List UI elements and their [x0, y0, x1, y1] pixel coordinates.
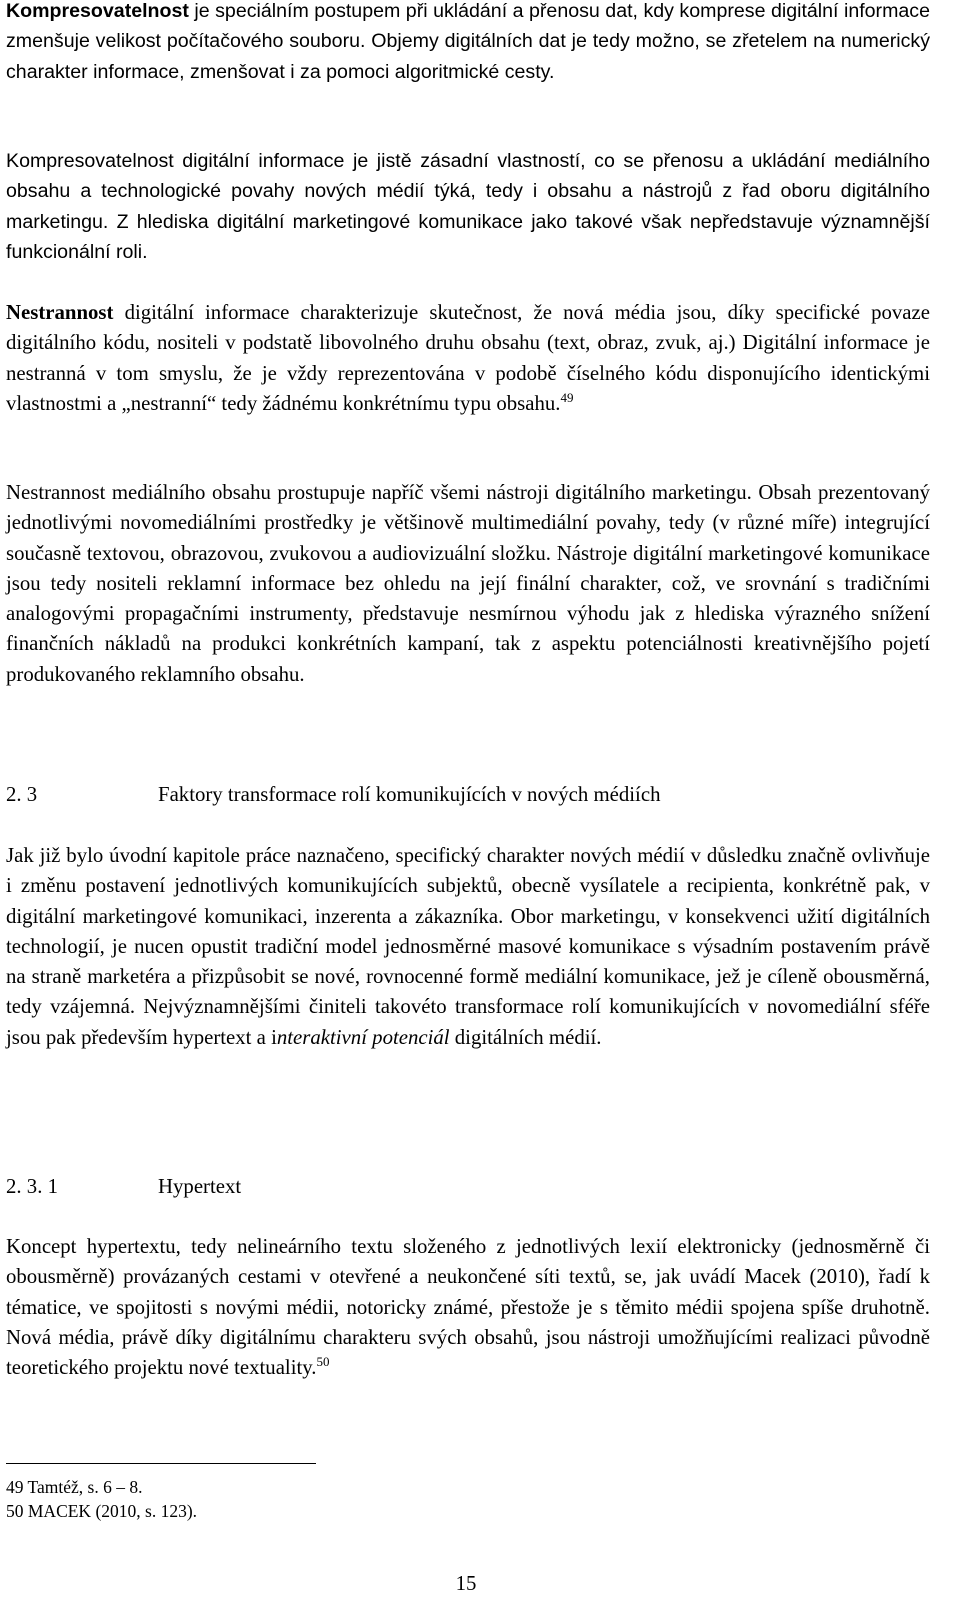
paragraph-text: Nestrannost mediálního obsahu prostupuje napříč všemi nástroji digitálního marketingu. Obsah prezentovaný jednotlivými novomediálními prostředky je většinově multimediální povahy, tedy (v různé míře) integrující současně textovou, obrazovou, zvukovou a audiovizuální složku. Nástroje digitální marketingové komunikace jsou tedy nositeli reklamní informace bez ohledu na její finální charakter, což, ve srovnání s tradičními analogovými propagačními instrumenty, představuje nesmírnou výhodu jak z hlediska výrazného snížení finančních nákladů na produkci konkrétních kampaní, tak z aspektu potenciálnosti kreativnějšího pojetí produkovaného reklamního obsahu.: [6, 481, 930, 686]
paragraph-hypertext: [6, 1232, 930, 1383]
italic-term: nteraktivní potenciál: [276, 1025, 450, 1049]
section-number: 2. 3: [6, 783, 38, 806]
footnote-50: 50 MACEK (2010, s. 123).: [6, 1501, 198, 1521]
page-number: 15: [455, 1572, 477, 1595]
paragraph-text: Jak již bylo úvodní kapitole práce naznačeno, specifický charakter nových médií v důsledku značně ovlivňuje i změnu postavení jednotlivých komunikujících subjektů, obecně vysílatele a recipienta, konkrétně pak, v digitální marketingové komunikaci, inzerenta a zákazníka. Obor marketingu, v konsekvenci užití digitálních technologií, je nucen opustit tradiční model jednosměrné masové komunikace s výsadním postavením právě na straně marketéra a přizpůsobit se nové, rovnocenné formě mediální komunikace, jež je cíleně obousměrná, tedy vzájemná. Nejvýznamnějšími činiteli takovéto transformace rolí komunikujících v novomediální sféře jsou pak především hypertext a i: [6, 844, 930, 1049]
paragraph-text: je speciálním postupem při ukládání a přenosu dat, kdy komprese digitální informace zmenšuje velikost počítačového souboru. Objemy digitálních dat je tedy možno, se zřetelem na numerický charakter informace, zmenšovat i za pomoci algoritmické cesty.: [6, 0, 930, 83]
footnote-ref-50[interactable]: 50: [316, 1354, 330, 1370]
term-nestrannost: Nestrannost: [6, 301, 114, 324]
footnote-49: 49 Tamtéž, s. 6 – 8.: [6, 1477, 143, 1497]
term-kompresovatelnost: Kompresovatelnost: [6, 0, 189, 22]
paragraph-neutrality-marketing: [6, 478, 930, 690]
footnote-ref-49[interactable]: 49: [560, 389, 574, 405]
paragraph-text-end: digitálních médií.: [449, 1025, 602, 1049]
paragraph-text: Koncept hypertextu, tedy nelineárního textu složeného z jednotlivých lexií elektronicky (jednosměrně či obousměrně) provázaných cestami v otevřené a neukončené síti textů, se, jak uvádí Macek (2010), řadí k tématice, ve spojitosti s novými médii, notoricky známé, přestože je s těmito médii spojena spíše druhotně. Nová média, právě díky digitálnímu charakteru svých obsahů, jsou nástroji umožňujícími realizaci původně teoretického projektu nové textuality.: [6, 1235, 930, 1380]
paragraph-text: digitální informace charakterizuje skutečnost, že nová média jsou, díky specifické povaze digitálního kódu, nositeli v podstatě libovolného druhu obsahu (text, obraz, zvuk, aj.) Digitální informace je nestranná v tom smyslu, že je vždy reprezentována v podobě číselného kódu disponujícího identickými vlastnostmi a „nestranní“ tedy žádnému konkrétnímu typu obsahu.: [6, 301, 930, 415]
paragraph-compressibility-role: [6, 146, 930, 267]
section-number: 2. 3. 1: [6, 1175, 58, 1198]
paragraph-compressibility-definition: [6, 0, 930, 87]
section-title: Hypertext: [158, 1175, 242, 1198]
footnote-separator: [6, 1463, 316, 1464]
section-title: Faktory transformace rolí komunikujících v nových médiích: [158, 783, 661, 806]
paragraph-neutrality-definition: [6, 298, 930, 419]
section-heading-2-3: [6, 780, 906, 810]
section-heading-2-3-1: [6, 1172, 906, 1202]
paragraph-text: Kompresovatelnost digitální informace je jistě zásadní vlastností, co se přenosu a ukládání mediálního obsahu a technologické povahy nových médií týká, tedy i obsahu a nástrojů z řad oboru digitálního marketingu. Z hlediska digitální marketingové komunikace jako takové však nepředstavuje významnější funkcionální roli.: [6, 150, 930, 263]
paragraph-transformation-factors: [6, 841, 930, 1053]
